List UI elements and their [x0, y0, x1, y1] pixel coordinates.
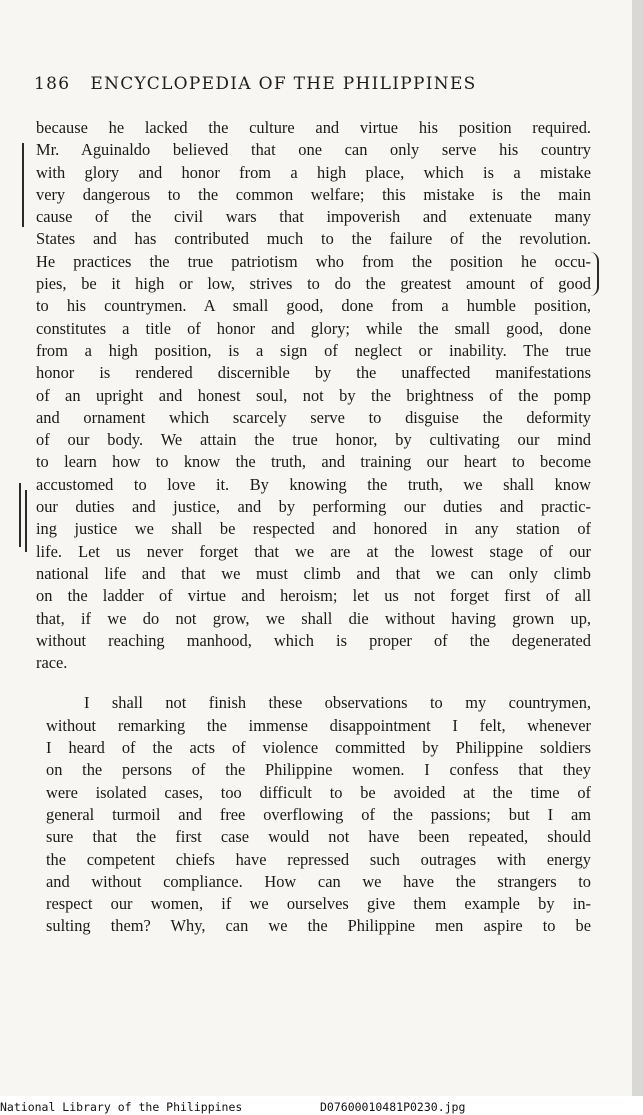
text-line: without remarking the immense disappointment I felt, whenever: [46, 715, 591, 735]
page-header: [34, 74, 594, 94]
text-line: and ornament which scarcely serve to disguise the deformity: [36, 407, 591, 427]
text-line: very dangerous to the common welfare; this mistake is the main: [36, 184, 591, 204]
text-line: life. Let us never forget that we are at the lowest stage of our: [36, 541, 591, 561]
text-line: the competent chiefs have repressed such outrages with energy: [46, 849, 591, 869]
text-line: I heard of the acts of violence committed by Philippine soldiers: [46, 738, 591, 758]
text-line: He practices the true patriotism who from the position he occu-: [36, 251, 591, 271]
text-line: constitutes a title of honor and glory; while the small good, done: [36, 318, 591, 338]
page-number: 186: [34, 74, 71, 94]
margin-mark-left-double-2: [25, 490, 27, 552]
text-line: sulting them? Why, can we the Philippine men aspire to be: [46, 916, 591, 936]
margin-mark-left-double-1: [19, 483, 21, 547]
text-line: to his countrymen. A small good, done from a humble position,: [36, 296, 591, 316]
text-line: general turmoil and free overflowing of the passions; but I am: [46, 804, 591, 824]
text-line: with glory and honor from a high place, which is a mistake: [36, 162, 591, 182]
text-line: of an upright and honest soul, not by the brightness of the pomp: [36, 385, 591, 405]
text-line: ing justice we shall be respected and honored in any station of: [36, 519, 591, 539]
running-title: ENCYCLOPEDIA OF THE PHILIPPINES: [90, 74, 477, 94]
text-line: on the ladder of virtue and heroism; let us not forget first of all: [36, 586, 591, 606]
paragraph-gap: [36, 674, 591, 692]
paragraph-2: [46, 692, 591, 937]
text-line: sure that the first case would not have been repeated, should: [46, 827, 591, 847]
text-line: were isolated cases, too difficult to be avoided at the time of: [46, 782, 591, 802]
text-line: and without compliance. How can we have the strangers to: [46, 871, 591, 891]
file-id: D07600010481P0230.jpg: [320, 1100, 466, 1114]
text-line: because he lacked the culture and virtue his position required.: [36, 118, 591, 137]
text-line: our duties and justice, and by performing our duties and practic-: [36, 497, 591, 517]
text-line: respect our women, if we ourselves give them example by in-: [46, 894, 591, 914]
text-line: from a high position, is a sign of neglect or inability. The true: [36, 340, 591, 360]
text-line: national life and that we must climb and that we can only climb: [36, 563, 591, 583]
text-line: without reaching manhood, which is proper of the degenerated: [36, 630, 591, 650]
body-text: [36, 117, 591, 938]
text-line: on the persons of the Philippine women. I confess that they: [46, 760, 591, 780]
text-line: I shall not finish these observations to my countrymen,: [84, 693, 591, 713]
text-line: race.: [36, 653, 68, 673]
text-line: pies, be it high or low, strives to do the greatest amount of good: [36, 274, 591, 294]
text-line: Mr. Aguinaldo believed that one can only serve his country: [36, 140, 591, 160]
text-line: accustomed to love it. By knowing the truth, we shall know: [36, 474, 591, 494]
text-line: that, if we do not grow, we shall die without having grown up,: [36, 608, 591, 628]
margin-mark-left-top: [22, 143, 24, 227]
text-line: States and has contributed much to the failure of the revolution.: [36, 229, 591, 249]
page-edge: [632, 0, 643, 1096]
margin-brace-right: [590, 252, 599, 296]
text-line: cause of the civil wars that impoverish and extenuate many: [36, 207, 591, 227]
text-line: of our body. We attain the true honor, by cultivating our mind: [36, 430, 591, 450]
library-credit: National Library of the Philippines: [0, 1100, 243, 1114]
text-line: to learn how to know the truth, and training our heart to become: [36, 452, 591, 472]
scan-footer: [0, 1100, 643, 1115]
paragraph-1: [36, 117, 591, 674]
text-line: honor is rendered discernible by the unaffected manifestations: [36, 363, 591, 383]
